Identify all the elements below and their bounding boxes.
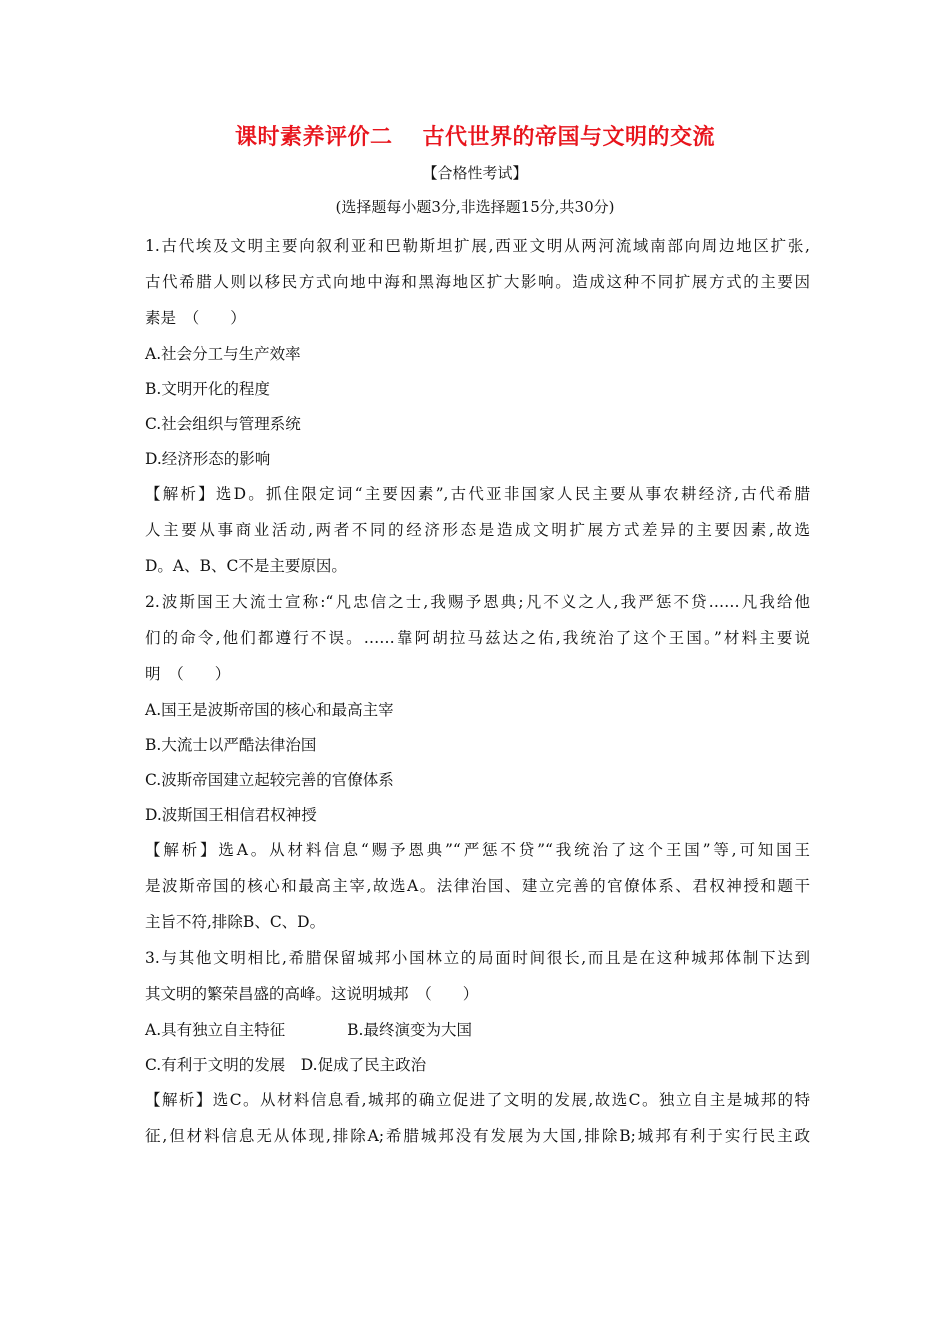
title-part-b: 古代世界的帝国与文明的交流 xyxy=(422,125,716,150)
question-1-stem-line: 1.古代埃及文明主要向叙利亚和巴勒斯坦扩展,西亚文明从两河流域南部向周边地区扩张, xyxy=(145,237,810,255)
question-1-analysis-line: 【解析】选D。抓住限定词“主要因素”,古代亚非国家人民主要从事农耕经济,古代希腊 xyxy=(145,485,810,503)
question-2-option-c: C.波斯帝国建立起较完善的官僚体系 xyxy=(145,771,394,789)
question-2-stem-line: 2.波斯国王大流士宣称:“凡忠信之士,我赐予恩典;凡不义之人,我严惩不贷……凡我给他 xyxy=(145,593,810,611)
question-2-analysis-line: 主旨不符,排除B、C、D。 xyxy=(145,913,326,931)
question-1-option-a: A.社会分工与生产效率 xyxy=(145,345,301,363)
question-1-stem-line: 古代希腊人则以移民方式向地中海和黑海地区扩大影响。造成这种不同扩展方式的主要因 xyxy=(145,273,810,291)
question-3-stem-line: 其文明的繁荣昌盛的高峰。这说明城邦 （ ） xyxy=(145,985,479,1003)
question-1-option-d: D.经济形态的影响 xyxy=(145,450,271,468)
question-2 xyxy=(145,584,810,940)
question-1-stem-line: 素是 （ ） xyxy=(145,309,246,327)
question-3 xyxy=(145,940,810,1154)
question-2-option-d: D.波斯国王相信君权神授 xyxy=(145,806,317,824)
question-2-stem-line: 们的命令,他们都遵行不误。……靠阿胡拉马兹达之佑,我统治了这个王国。”材料主要说 xyxy=(145,629,810,647)
question-2-option-a: A.国王是波斯帝国的核心和最高主宰 xyxy=(145,701,394,719)
question-1-analysis-line: 人主要从事商业活动,两者不同的经济形态是造成文明扩展方式差异的主要因素,故选 xyxy=(145,521,810,539)
page-title xyxy=(0,120,950,151)
question-3-analysis-line: 征,但材料信息无从体现,排除A;希腊城邦没有发展为大国,排除B;城邦有利于实行民主政 xyxy=(145,1127,810,1145)
question-1 xyxy=(145,228,810,584)
question-3-option-c: C.有利于文明的发展 xyxy=(145,1056,286,1074)
question-3-option-b: B.最终演变为大国 xyxy=(347,1021,472,1039)
title-part-a: 课时素养评价二 xyxy=(234,125,393,150)
question-2-analysis-line: 是波斯帝国的核心和最高主宰,故选A。法律治国、建立完善的官僚体系、君权神授和题干 xyxy=(145,877,810,895)
question-2-option-b: B.大流士以严酷法律治国 xyxy=(145,736,317,754)
question-3-option-d: D.促成了民主政治 xyxy=(300,1056,427,1074)
question-1-option-b: B.文明开化的程度 xyxy=(145,380,270,398)
question-3-options-row-2 xyxy=(145,1047,810,1082)
score-note: (选择题每小题3分,非选择题15分,共30分) xyxy=(335,198,615,216)
question-3-options-row-1 xyxy=(145,1012,810,1047)
section-heading: 【合格性考试】 xyxy=(422,164,528,182)
question-3-stem-line: 3.与其他文明相比,希腊保留城邦小国林立的局面时间很长,而且是在这种城邦体制下达到 xyxy=(145,949,810,967)
question-3-analysis-line: 【解析】选C。从材料信息看,城邦的确立促进了文明的发展,故选C。独立自主是城邦的特 xyxy=(145,1091,810,1109)
question-1-option-c: C.社会组织与管理系统 xyxy=(145,415,301,433)
question-2-analysis-line: 【解析】选A。从材料信息“赐予恩典”“严惩不贷”“我统治了这个王国”等,可知国王 xyxy=(145,841,810,859)
question-3-option-a: A.具有独立自主特征 xyxy=(145,1021,286,1039)
question-2-stem-line: 明 （ ） xyxy=(145,665,231,683)
question-1-analysis-line: D。A、B、C不是主要原因。 xyxy=(145,557,347,575)
questions-body xyxy=(145,228,810,1154)
